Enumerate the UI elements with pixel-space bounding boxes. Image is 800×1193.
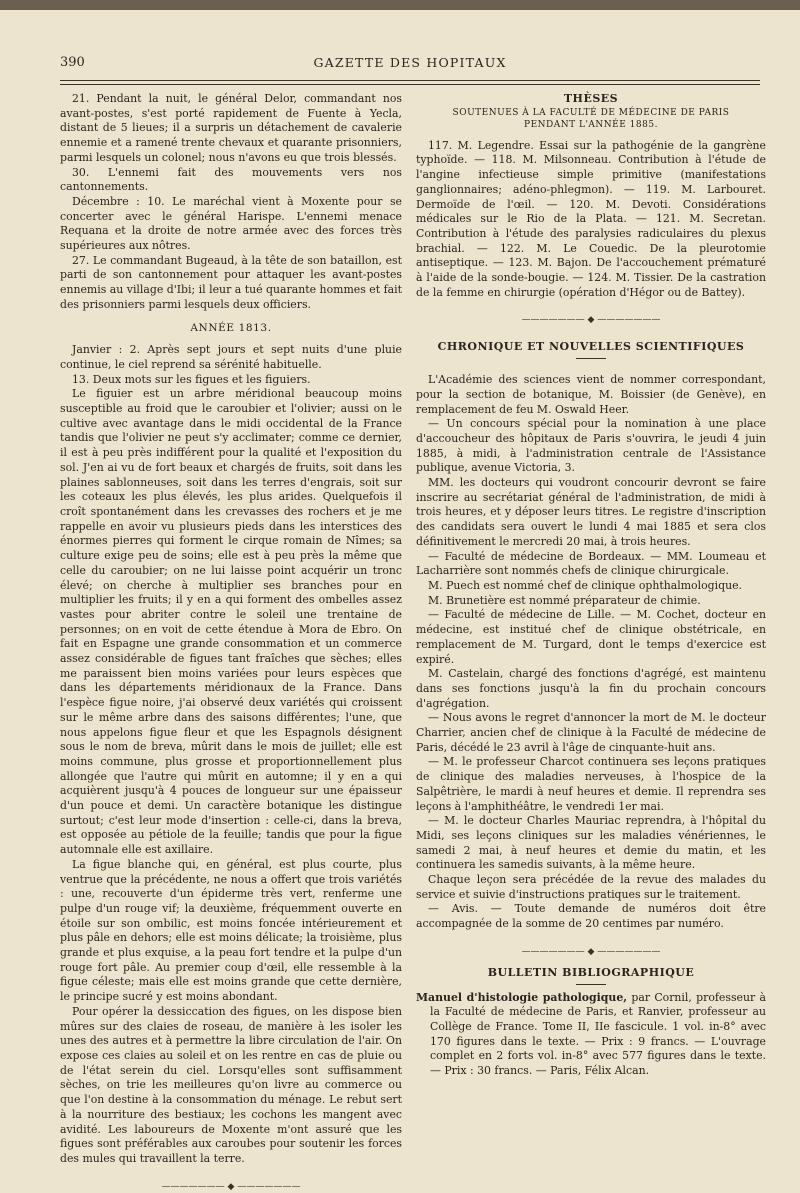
theses-list: 117. M. Legendre. Essai sur la pathogénie de la gangrène typhoïde. — 118. M. Milsonneau. Contribution à l'étude de l'angine infectieuse simple primitive (manifestations ganglionnaires; adéno-phlegmon). — 119. M. Larbouret. Dermoïde de l'œil. — 120. M. Devoti. Considérations médicales sur le Rio de la Plata. — 121. M. Secretan. Contribution à l'étude des paralysies radiculaires du plexus brachial. — 122. M. Le Couedic. De la pleurotomie antiseptique. — 123. M. Bajon. De l'accouchement prématuré à l'aide de la sonde-bougie. — 124. M. Tissier. De la castration de la femme en chirurgie (opération d'Hégor ou de Battey). (416, 138, 766, 299)
bibliography-entry (416, 991, 766, 1079)
paragraph: 13. Deux mots sur les figues et les figuiers. (72, 372, 311, 386)
theses-title: THÈSES (563, 92, 619, 105)
right-column (416, 92, 766, 1079)
running-title: GAZETTE DES HOPITAUX (313, 55, 507, 70)
news-item: Chaque leçon sera précédée de la revue des malades du service et suivie d'instructions pratiques sur le traitement. (416, 873, 766, 901)
news-item: — M. le docteur Charles Mauriac reprendra, à l'hôpital du Midi, ses leçons cliniques sur les maladies vénériennes, le samedi 2 mai, à neuf heures et demie du matin, et les continuera les samedis suivants, à la même heure. (416, 814, 766, 872)
news-item: — Nous avons le regret d'annoncer la mort de M. le docteur Charrier, ancien chef de clinique à la Faculté de médecine de Paris, décédé le 23 avril à l'âge de cinquante-huit ans. (416, 711, 766, 754)
ornament-divider: ——————— ◆ ——————— (521, 315, 661, 326)
paragraph: 30. L'ennemi fait des mouvements vers nos cantonnements. (60, 165, 402, 194)
page-header (60, 55, 760, 83)
paragraph: Décembre : 10. Le maréchal vient à Moxente pour se concerter avec le général Harispe. L'ennemi menace Requana et la droite de notre armée avec des forces très supérieures aux nôtres. (60, 194, 402, 253)
paragraph: 27. Le commandant Bugeaud, à la tête de son bataillon, est parti de son cantonnement pour attaquer les avant-postes ennemis au village d'Ibi; il leur a tué quarante hommes et fait des prisonniers parmi lesquels deux officiers. (60, 253, 402, 311)
ornament-divider: ——————— ◆ ——————— (521, 946, 661, 957)
year-heading: ANNÉE 1813. (190, 321, 272, 334)
news-item: M. Puech est nommé chef de clinique ophthalmologique. (428, 578, 743, 592)
header-rule (60, 80, 760, 85)
paragraph: Janvier : 2. Après sept jours et sept nuits d'une pluie continue, le ciel reprend sa sérénité habituelle. (60, 343, 402, 371)
short-rule (576, 984, 606, 985)
news-item: L'Académie des sciences vient de nommer correspondant, pour la section de botanique, M. Boissier (de Genève), en remplacement de feu M. Oswald Heer. (416, 373, 766, 416)
paragraph: Le figuier est un arbre méridional beaucoup moins susceptible au froid que le caroubier et l'olivier; aussi on le cultive avec avantage dans le midi occidental de la France tandis que l'olivier ne peut s'y acclimater; comme ce dernier, il est à peu près indifférent pour la qualité et l'exposition du sol. J'en ai vu de fort beaux et chargés de fruits, soit dans les plaines sablonneuses, soit dans les terres d'engrais, soit sur les coteaux les plus élevés, les plus arides. Quelquefois il croît spontanément dans les crevasses des rochers et je me rappelle en avoir vu plusieurs pieds dans les interstices des énormes pierres qui forment le cirque romain de Nîmes; sa culture exige peu de soins; elle est à peu près la même que celle du caroubier; on ne lui laisse point acquérir un tronc élevé; on cherche à multiplier ses branches pour en multiplier les fruits; il y en a qui forment des ombelles assez vastes pour abriter contre le soleil une trentaine de personnes; on en voit de cette étendue à Mora de Ebro. On fait en Espagne une grande consommation et un commerce assez considérable de figues tant fraîches que sèches; elles me paraissent bien moins variées pour leurs espèces que dans les départements méridionaux de la France. Dans l'espèce figue noire, j'ai observé deux variétés qui croissent sur le même arbre dans des saisons différentes; l'une, que nous appelons figue fleur et que les Espagnols désignent sous le nom de breva, mûrit dans le mois de juillet; elle est moins commune, plus grosse et proportionnellement plus allongée que l'autre qui mûrit en automne; il y en a qui acquièrent jusqu'à 4 pouces de longueur sur une épaisseur d'un pouce et demi. Un caractère botanique les distingue surtout; c'est leur mode d'insertion : celle-ci, dans la breva, est opposée au pétiole de la feuille; tandis que pour la figue automnale elle est axillaire. (60, 387, 402, 857)
paragraph: 21. Pendant la nuit, le général Delor, commandant nos avant-postes, s'est porté rapidement de Fuente à Yecla, distant de 5 lieues; il a surpris un détachement de cavalerie ennemie et a ramené trente chevaux et quarante prisonniers, parmi lesquels un colonel; nous n'avons eu que trois blessés. (60, 92, 402, 164)
news-item: — Avis. — Toute demande de numéros doit être accompagnée de la somme de 20 centimes par numéro. (416, 902, 766, 931)
book-details: par Cornil, professeur à la Faculté de médecine de Paris, et Ranvier, professeur au Collège de France. Tome II, IIe fascicule. 1 vol. in-8° avec 170 figures dans le texte. — Prix : 9 francs. — L'ouvrage complet en 2 forts vol. in-8° avec 577 figures dans le texte. — Prix : 30 francs. — Paris, Félix Alcan. (430, 990, 766, 1078)
news-item: — Faculté de médecine de Lille. — M. Cochet, docteur en médecine, est institué chef de clinique obstétricale, en remplacement de M. Turgard, dont le temps d'exercice est expiré. (416, 608, 766, 666)
scan-edge (0, 0, 800, 10)
news-item: MM. les docteurs qui voudront concourir devront se faire inscrire au secrétariat général de l'administration, de midi à trois heures, et y déposer leurs titres. Le registre d'inscription des candidats sera ouvert le lundi 4 mai 1885 et sera clos définitivement le mercredi 20 mai, à trois heures. (416, 476, 766, 548)
theses-subtitle-year: PENDANT L'ANNÉE 1885. (524, 119, 658, 130)
chronique-title: CHRONIQUE ET NOUVELLES SCIENTIFIQUES (437, 340, 745, 354)
paragraph: La figue blanche qui, en général, est plus courte, plus ventrue que la précédente, ne nous a offert que trois variétés : une, recouverte d'un épiderme très vert, renferme une pulpe d'un rouge vif; la deuxième, fréquemment ouverte en étoile sur son ombilic, est moins foncée intérieurement et plus pâle en dehors; elle est moins délicate; la troisième, plus grande et plus exquise, a la peau fort tendre et la pulpe d'un rouge fort pâle. Au premier coup d'œil, elle ressemble à la figue céleste; mais elle est moins grande que cette dernière, le principe sucré y est moins abondant. (60, 857, 402, 1004)
news-item: — Faculté de médecine de Bordeaux. — MM. Loumeau et Lacharrière sont nommés chefs de clinique chirurgicale. (416, 549, 766, 578)
book-title: Manuel d'histologie pathologique, (416, 990, 628, 1004)
left-column (60, 92, 402, 1193)
paragraph: Pour opérer la dessiccation des figues, on les dispose bien mûres sur des claies de roseau, de manière à les isoler les unes des autres et à permettre la libre circulation de l'air. On expose ces claies au soleil et on les rentre en cas de pluie ou de l'état serein du ciel. Lorsqu'elles sont suffisamment sèches, on trie les meilleures qu'on livre au commerce ou que l'on destine à la consommation du ménage. Le rebut sert à la nourriture des bestiaux; les cochons les mangent avec avidité. Les laboureurs de Moxente m'ont assuré que les figues sont préférables aux caroubes pour soutenir les forces des mules qui travaillent la terre. (60, 1004, 402, 1165)
ornament-divider: ——————— ◆ ——————— (161, 1181, 301, 1192)
bibliography-title: BULLETIN BIBLIOGRAPHIQUE (487, 965, 695, 979)
short-rule (576, 358, 606, 359)
news-item: — Un concours spécial pour la nomination à une place d'accoucheur des hôpitaux de Paris s'ouvrira, le jeudi 4 juin 1885, à midi, à l'administration centrale de l'Assistance publique, avenue Victoria, 3. (416, 417, 766, 475)
theses-subtitle: SOUTENUES À LA FACULTÉ DE MÉDECINE DE PARIS (452, 107, 730, 118)
page-number: 390 (60, 55, 85, 70)
news-item: M. Brunetière est nommé préparateur de chimie. (428, 593, 701, 607)
news-item: M. Castelain, chargé des fonctions d'agrégé, est maintenu dans ses fonctions jusqu'à la fin du prochain concours d'agrégation. (416, 667, 766, 710)
news-item: — M. le professeur Charcot continuera ses leçons pratiques de clinique des maladies nerveuses, à l'hospice de la Salpêtrière, le mardi à neuf heures et demie. Il reprendra ses leçons à l'amphithéâtre, le vendredi 1er mai. (416, 755, 766, 813)
